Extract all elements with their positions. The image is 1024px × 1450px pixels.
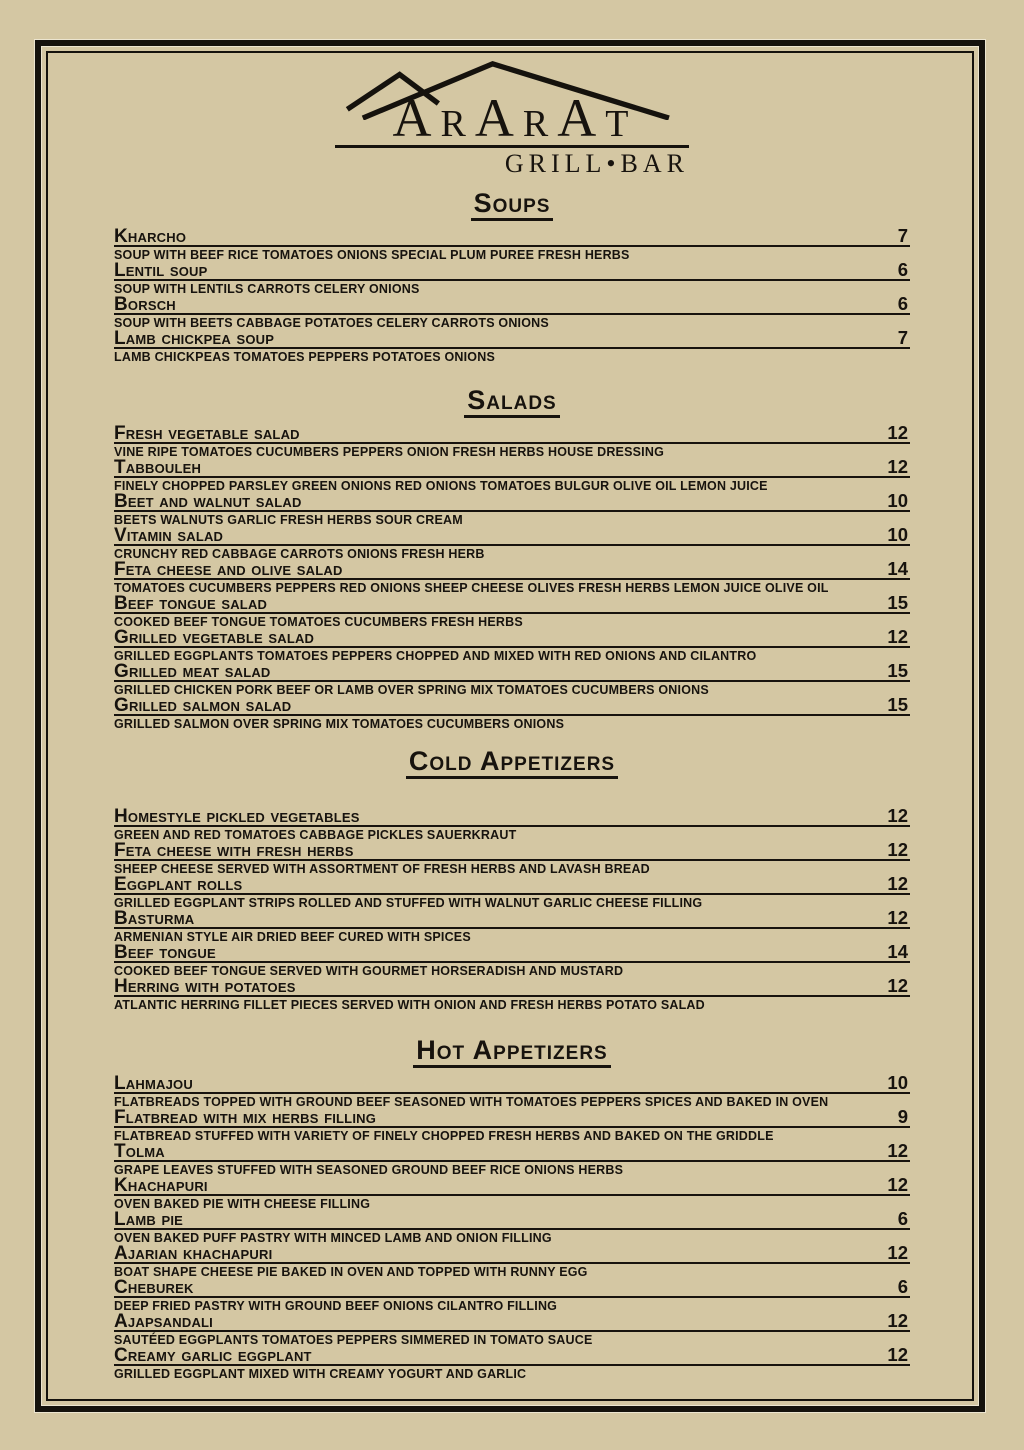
section-title: Cold Appetizers (406, 747, 618, 779)
section-title-wrap (114, 1036, 910, 1068)
section-items (114, 1073, 910, 1379)
menu-item-row (114, 661, 910, 682)
menu-item-price: 7 (897, 225, 908, 246)
menu-item-name: Fresh vegetable salad (114, 423, 300, 444)
menu-item-description: SOUP WITH LENTILS CARROTS CELERY ONIONS (114, 281, 420, 296)
menu-item-name: Homestyle pickled vegetables (114, 806, 360, 827)
menu-item (114, 1311, 910, 1345)
menu-item (114, 908, 910, 942)
menu-item-description: SOUP WITH BEEF RICE TOMATOES ONIONS SPECIAL PLUM PUREE FRESH HERBS (114, 247, 630, 262)
restaurant-subtitle: GRILL•BAR (504, 149, 689, 178)
menu-item-description: DEEP FRIED PASTRY WITH GROUND BEEF ONIONS CILANTRO FILLING (114, 1298, 558, 1313)
menu-item-description: COOKED BEEF TONGUE SERVED WITH GOURMET HORSERADISH AND MUSTARD (114, 963, 624, 978)
menu-item-row (114, 1277, 910, 1298)
menu-item-row (114, 1141, 910, 1162)
menu-item (114, 1243, 910, 1277)
menu-item (114, 1209, 910, 1243)
menu-item-price: 6 (897, 259, 908, 280)
menu-item-price: 12 (887, 1174, 908, 1195)
menu-item-description: OVEN BAKED PUFF PASTRY WITH MINCED LAMB AND ONION FILLING (114, 1230, 552, 1245)
menu-item-description: GRILLED EGGPLANT STRIPS ROLLED AND STUFFED WITH WALNUT GARLIC CHEESE FILLING (114, 895, 703, 910)
menu-item-name: Vitamin salad (114, 525, 224, 546)
menu-item-row (114, 491, 910, 512)
menu-item-description: ATLANTIC HERRING FILLET PIECES SERVED WITH ONION AND FRESH HERBS POTATO SALAD (114, 997, 705, 1012)
section-hot-appetizers (114, 1036, 910, 1379)
menu-item-description: SAUTÉED EGGPLANTS TOMATOES PEPPERS SIMMERED IN TOMATO SAUCE (114, 1332, 593, 1347)
menu-item-description: SOUP WITH BEETS CABBAGE POTATOES CELERY CARROTS ONIONS (114, 315, 549, 330)
menu-item-price: 12 (887, 873, 908, 894)
menu-item-description: BEETS WALNUTS GARLIC FRESH HERBS SOUR CREAM (114, 512, 463, 527)
menu-item-price: 6 (897, 293, 908, 314)
menu-item-price: 12 (887, 907, 908, 928)
menu-item-row (114, 423, 910, 444)
section-title-wrap (114, 386, 910, 418)
menu-item-price: 6 (897, 1276, 908, 1297)
menu-item (114, 559, 910, 593)
menu-item (114, 627, 910, 661)
menu-item (114, 328, 910, 362)
menu-item-row (114, 942, 910, 963)
menu-item-row (114, 328, 910, 349)
menu-item (114, 1073, 910, 1107)
menu-item-row (114, 226, 910, 247)
menu-item (114, 942, 910, 976)
menu-item (114, 457, 910, 491)
menu-item-name: Beef tongue (114, 942, 216, 963)
menu-item-price: 12 (887, 1140, 908, 1161)
restaurant-name: ArArAt (335, 96, 689, 148)
menu-item-description: CRUNCHY RED CABBAGE CARROTS ONIONS FRESH HERB (114, 546, 485, 561)
section-title-wrap (114, 189, 910, 221)
menu-item (114, 525, 910, 559)
menu-item-price: 10 (887, 490, 908, 511)
menu-item (114, 1107, 910, 1141)
menu-item-description: GRILLED CHICKEN PORK BEEF OR LAMB OVER SPRING MIX TOMATOES CUCUMBERS ONIONS (114, 682, 709, 697)
section-title: Salads (464, 386, 559, 418)
menu-item-price: 14 (887, 558, 908, 579)
menu-item-description: FINELY CHOPPED PARSLEY GREEN ONIONS RED ONIONS TOMATOES BULGUR OLIVE OIL LEMON JUICE (114, 478, 768, 493)
menu-item-name: Feta cheese and olive salad (114, 559, 343, 580)
menu-item-name: Tolma (114, 1141, 165, 1162)
menu-item-description: GREEN AND RED TOMATOES CABBAGE PICKLES SAUERKRAUT (114, 827, 517, 842)
menu-item-price: 12 (887, 805, 908, 826)
menu-item-row (114, 1209, 910, 1230)
menu-item-name: Khachapuri (114, 1175, 208, 1196)
menu-item (114, 294, 910, 328)
menu-item-row (114, 695, 910, 716)
section-title: Soups (471, 189, 554, 221)
menu-item-name: Lahmajou (114, 1073, 193, 1094)
menu-item (114, 806, 910, 840)
menu-item-price: 10 (887, 524, 908, 545)
menu-item-name: Ajapsandali (114, 1311, 213, 1332)
menu-item-row (114, 593, 910, 614)
section-soups (114, 189, 910, 362)
menu-item-name: Basturma (114, 908, 195, 929)
menu-item-name: Feta cheese with fresh herbs (114, 840, 354, 861)
section-items (114, 806, 910, 1010)
menu-item (114, 874, 910, 908)
menu-item-description: GRILLED EGGPLANT MIXED WITH CREAMY YOGURT AND GARLIC (114, 1366, 527, 1381)
menu-item-price: 15 (887, 592, 908, 613)
menu-item-name: Beet and walnut salad (114, 491, 302, 512)
restaurant-logo (335, 58, 689, 177)
menu-item (114, 1141, 910, 1175)
section-salads (114, 386, 910, 729)
menu-item-row (114, 627, 910, 648)
section-items (114, 423, 910, 729)
menu-item (114, 593, 910, 627)
section-title: Hot Appetizers (413, 1036, 610, 1068)
menu-item-row (114, 908, 910, 929)
menu-item-row (114, 1243, 910, 1264)
menu-item-description: GRILLED SALMON OVER SPRING MIX TOMATOES CUCUMBERS ONIONS (114, 716, 565, 731)
menu-item-description: GRILLED EGGPLANTS TOMATOES PEPPERS CHOPPED AND MIXED WITH RED ONIONS AND CILANTRO (114, 648, 757, 663)
menu-item-name: Eggplant rolls (114, 874, 243, 895)
menu-item-name: Tabbouleh (114, 457, 202, 478)
menu-item-price: 7 (897, 327, 908, 348)
menu-item-row (114, 294, 910, 315)
menu-item-description: LAMB CHICKPEAS TOMATOES PEPPERS POTATOES ONIONS (114, 349, 495, 364)
menu-item-price: 12 (887, 975, 908, 996)
menu-item-row (114, 1073, 910, 1094)
menu-item (114, 423, 910, 457)
menu-item-name: Herring with potatoes (114, 976, 296, 997)
menu-content (114, 58, 910, 1379)
menu-item-row (114, 260, 910, 281)
menu-item-description: GRAPE LEAVES STUFFED WITH SEASONED GROUND BEEF RICE ONIONS HERBS (114, 1162, 624, 1177)
menu-item-price: 10 (887, 1072, 908, 1093)
menu-item-price: 12 (887, 839, 908, 860)
menu-item (114, 695, 910, 729)
menu-item (114, 840, 910, 874)
menu-item-price: 12 (887, 1344, 908, 1365)
menu-item-price: 6 (897, 1208, 908, 1229)
menu-item-name: Grilled meat salad (114, 661, 271, 682)
menu-item-name: Kharcho (114, 226, 187, 247)
menu-item-name: Grilled vegetable salad (114, 627, 315, 648)
menu-item (114, 1175, 910, 1209)
menu-item-price: 9 (897, 1106, 908, 1127)
menu-item-description: OVEN BAKED PIE WITH CHEESE FILLING (114, 1196, 371, 1211)
menu-item-price: 12 (887, 626, 908, 647)
menu-item-row (114, 1107, 910, 1128)
menu-item-description: BOAT SHAPE CHEESE PIE BAKED IN OVEN AND TOPPED WITH RUNNY EGG (114, 1264, 588, 1279)
menu-item-row (114, 1175, 910, 1196)
menu-item-row (114, 976, 910, 997)
menu-item-row (114, 1311, 910, 1332)
menu-item-row (114, 840, 910, 861)
menu-item (114, 661, 910, 695)
menu-item (114, 260, 910, 294)
menu-item-name: Lamb chickpea soup (114, 328, 275, 349)
menu-item-description: VINE RIPE TOMATOES CUCUMBERS PEPPERS ONION FRESH HERBS HOUSE DRESSING (114, 444, 664, 459)
menu-item-row (114, 874, 910, 895)
menu-item-row (114, 1345, 910, 1366)
menu-item-description: FLATBREADS TOPPED WITH GROUND BEEF SEASONED WITH TOMATOES PEPPERS SPICES AND BAKED IN OVEN (114, 1094, 829, 1109)
menu-item-price: 15 (887, 660, 908, 681)
menu-item (114, 226, 910, 260)
menu-item-price: 15 (887, 694, 908, 715)
menu-item-row (114, 457, 910, 478)
menu-item-row (114, 806, 910, 827)
menu-item-price: 12 (887, 1310, 908, 1331)
menu-item-name: Cheburek (114, 1277, 194, 1298)
menu-item-price: 12 (887, 422, 908, 443)
menu-item-description: COOKED BEEF TONGUE TOMATOES CUCUMBERS FRESH HERBS (114, 614, 523, 629)
menu-item-name: Ajarian khachapuri (114, 1243, 273, 1264)
menu-item-name: Creamy garlic eggplant (114, 1345, 312, 1366)
menu-item-row (114, 525, 910, 546)
menu-item-description: TOMATOES CUCUMBERS PEPPERS RED ONIONS SHEEP CHEESE OLIVES FRESH HERBS LEMON JUICE OLIVE OIL (114, 580, 829, 595)
menu-item-price: 12 (887, 1242, 908, 1263)
menu-item-name: Flatbread with mix herbs filling (114, 1107, 377, 1128)
section-cold-appetizers (114, 747, 910, 1010)
menu-item-row (114, 559, 910, 580)
menu-item (114, 491, 910, 525)
menu-item-name: Grilled salmon salad (114, 695, 292, 716)
menu-item-name: Lentil soup (114, 260, 208, 281)
menu-item-name: Lamb pie (114, 1209, 184, 1230)
menu-item-description: ARMENIAN STYLE AIR DRIED BEEF CURED WITH SPICES (114, 929, 471, 944)
section-items (114, 226, 910, 362)
menu-item-description: SHEEP CHEESE SERVED WITH ASSORTMENT OF FRESH HERBS AND LAVASH BREAD (114, 861, 650, 876)
menu-item-name: Borsch (114, 294, 176, 315)
menu-item-name: Beef tongue salad (114, 593, 268, 614)
menu-item (114, 1345, 910, 1379)
menu-item-description: FLATBREAD STUFFED WITH VARIETY OF FINELY CHOPPED FRESH HERBS AND BAKED ON THE GRIDDLE (114, 1128, 774, 1143)
menu-item-price: 12 (887, 456, 908, 477)
menu-item (114, 1277, 910, 1311)
menu-item-price: 14 (887, 941, 908, 962)
section-title-wrap (114, 747, 910, 779)
menu-item (114, 976, 910, 1010)
